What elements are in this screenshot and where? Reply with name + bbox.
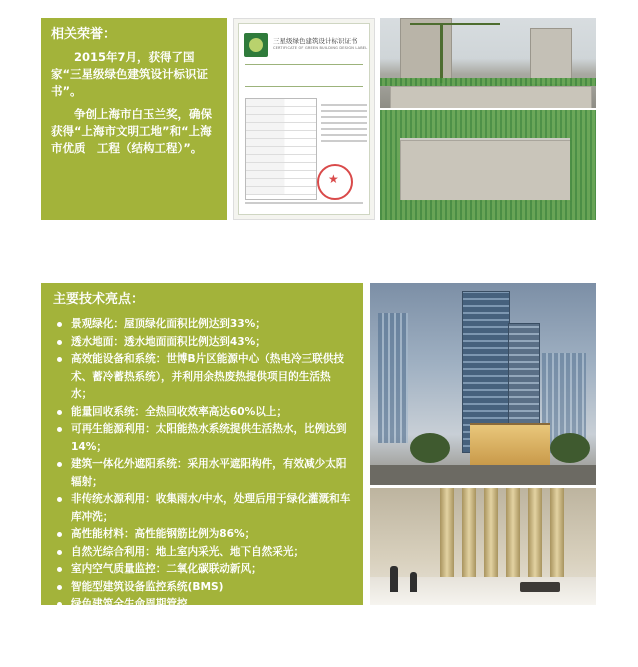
certificate-subtitle: CERTIFICATE OF GREEN BUILDING DESIGN LABEL <box>273 46 368 50</box>
honors-panel <box>41 18 227 220</box>
honors-heading: 相关荣誉： <box>51 27 117 42</box>
certificate-title: 三星级绿色建筑设计标识证书 <box>273 37 358 45</box>
construction-photo-top <box>380 18 596 108</box>
certificate-table <box>245 98 317 200</box>
tech-highlights-panel <box>41 283 363 610</box>
list-item: 高性能材料：高性能钢筋比例为86%； <box>53 526 351 544</box>
lobby-rendering-image <box>370 488 596 605</box>
list-item: 室内空气质量监控：二氧化碳联动新风； <box>53 561 351 579</box>
list-item: 绿色建筑全生命周期管控 <box>53 596 351 614</box>
construction-photo-bottom <box>380 110 596 220</box>
building-rendering-image <box>370 283 596 485</box>
tech-list <box>53 316 351 614</box>
list-item: 建筑一体化外遮阳系统：采用水平遮阳构件，有效减少太阳辐射； <box>53 456 351 491</box>
honors-paragraph: 争创上海市白玉兰奖，确保获得“上海市文明工地”和“上海市优质 工程（结构工程）”。 <box>51 107 212 155</box>
honors-paragraph: 2015年7月，获得了国家“三星级绿色建筑设计标识证书”。 <box>51 50 209 98</box>
green-building-logo-icon <box>244 33 268 57</box>
list-item: 能量回收系统：全热回收效率高达60%以上； <box>53 404 351 422</box>
list-item: 透水地面：透水地面面积比例达到43%； <box>53 334 351 352</box>
list-item: 自然光综合利用：地上室内采光、地下自然采光； <box>53 544 351 562</box>
list-item: 非传统水源利用：收集雨水/中水，处理后用于绿化灌溉和车库冲洗； <box>53 491 351 526</box>
tech-heading: 主要技术亮点： <box>53 292 145 307</box>
official-seal-icon <box>317 164 353 200</box>
list-item: 智能型建筑设备监控系统(BMS) <box>53 579 351 597</box>
certificate-image <box>233 18 375 220</box>
list-item: 景观绿化：屋顶绿化面积比例达到33%； <box>53 316 351 334</box>
list-item: 可再生能源利用：太阳能热水系统提供生活热水，比例达到14%； <box>53 421 351 456</box>
list-item: 高效能设备和系统：世博B片区能源中心（热电冷三联供技术、蓄冷蓄热系统），并利用余热废热提供项目的生活热水； <box>53 351 351 404</box>
